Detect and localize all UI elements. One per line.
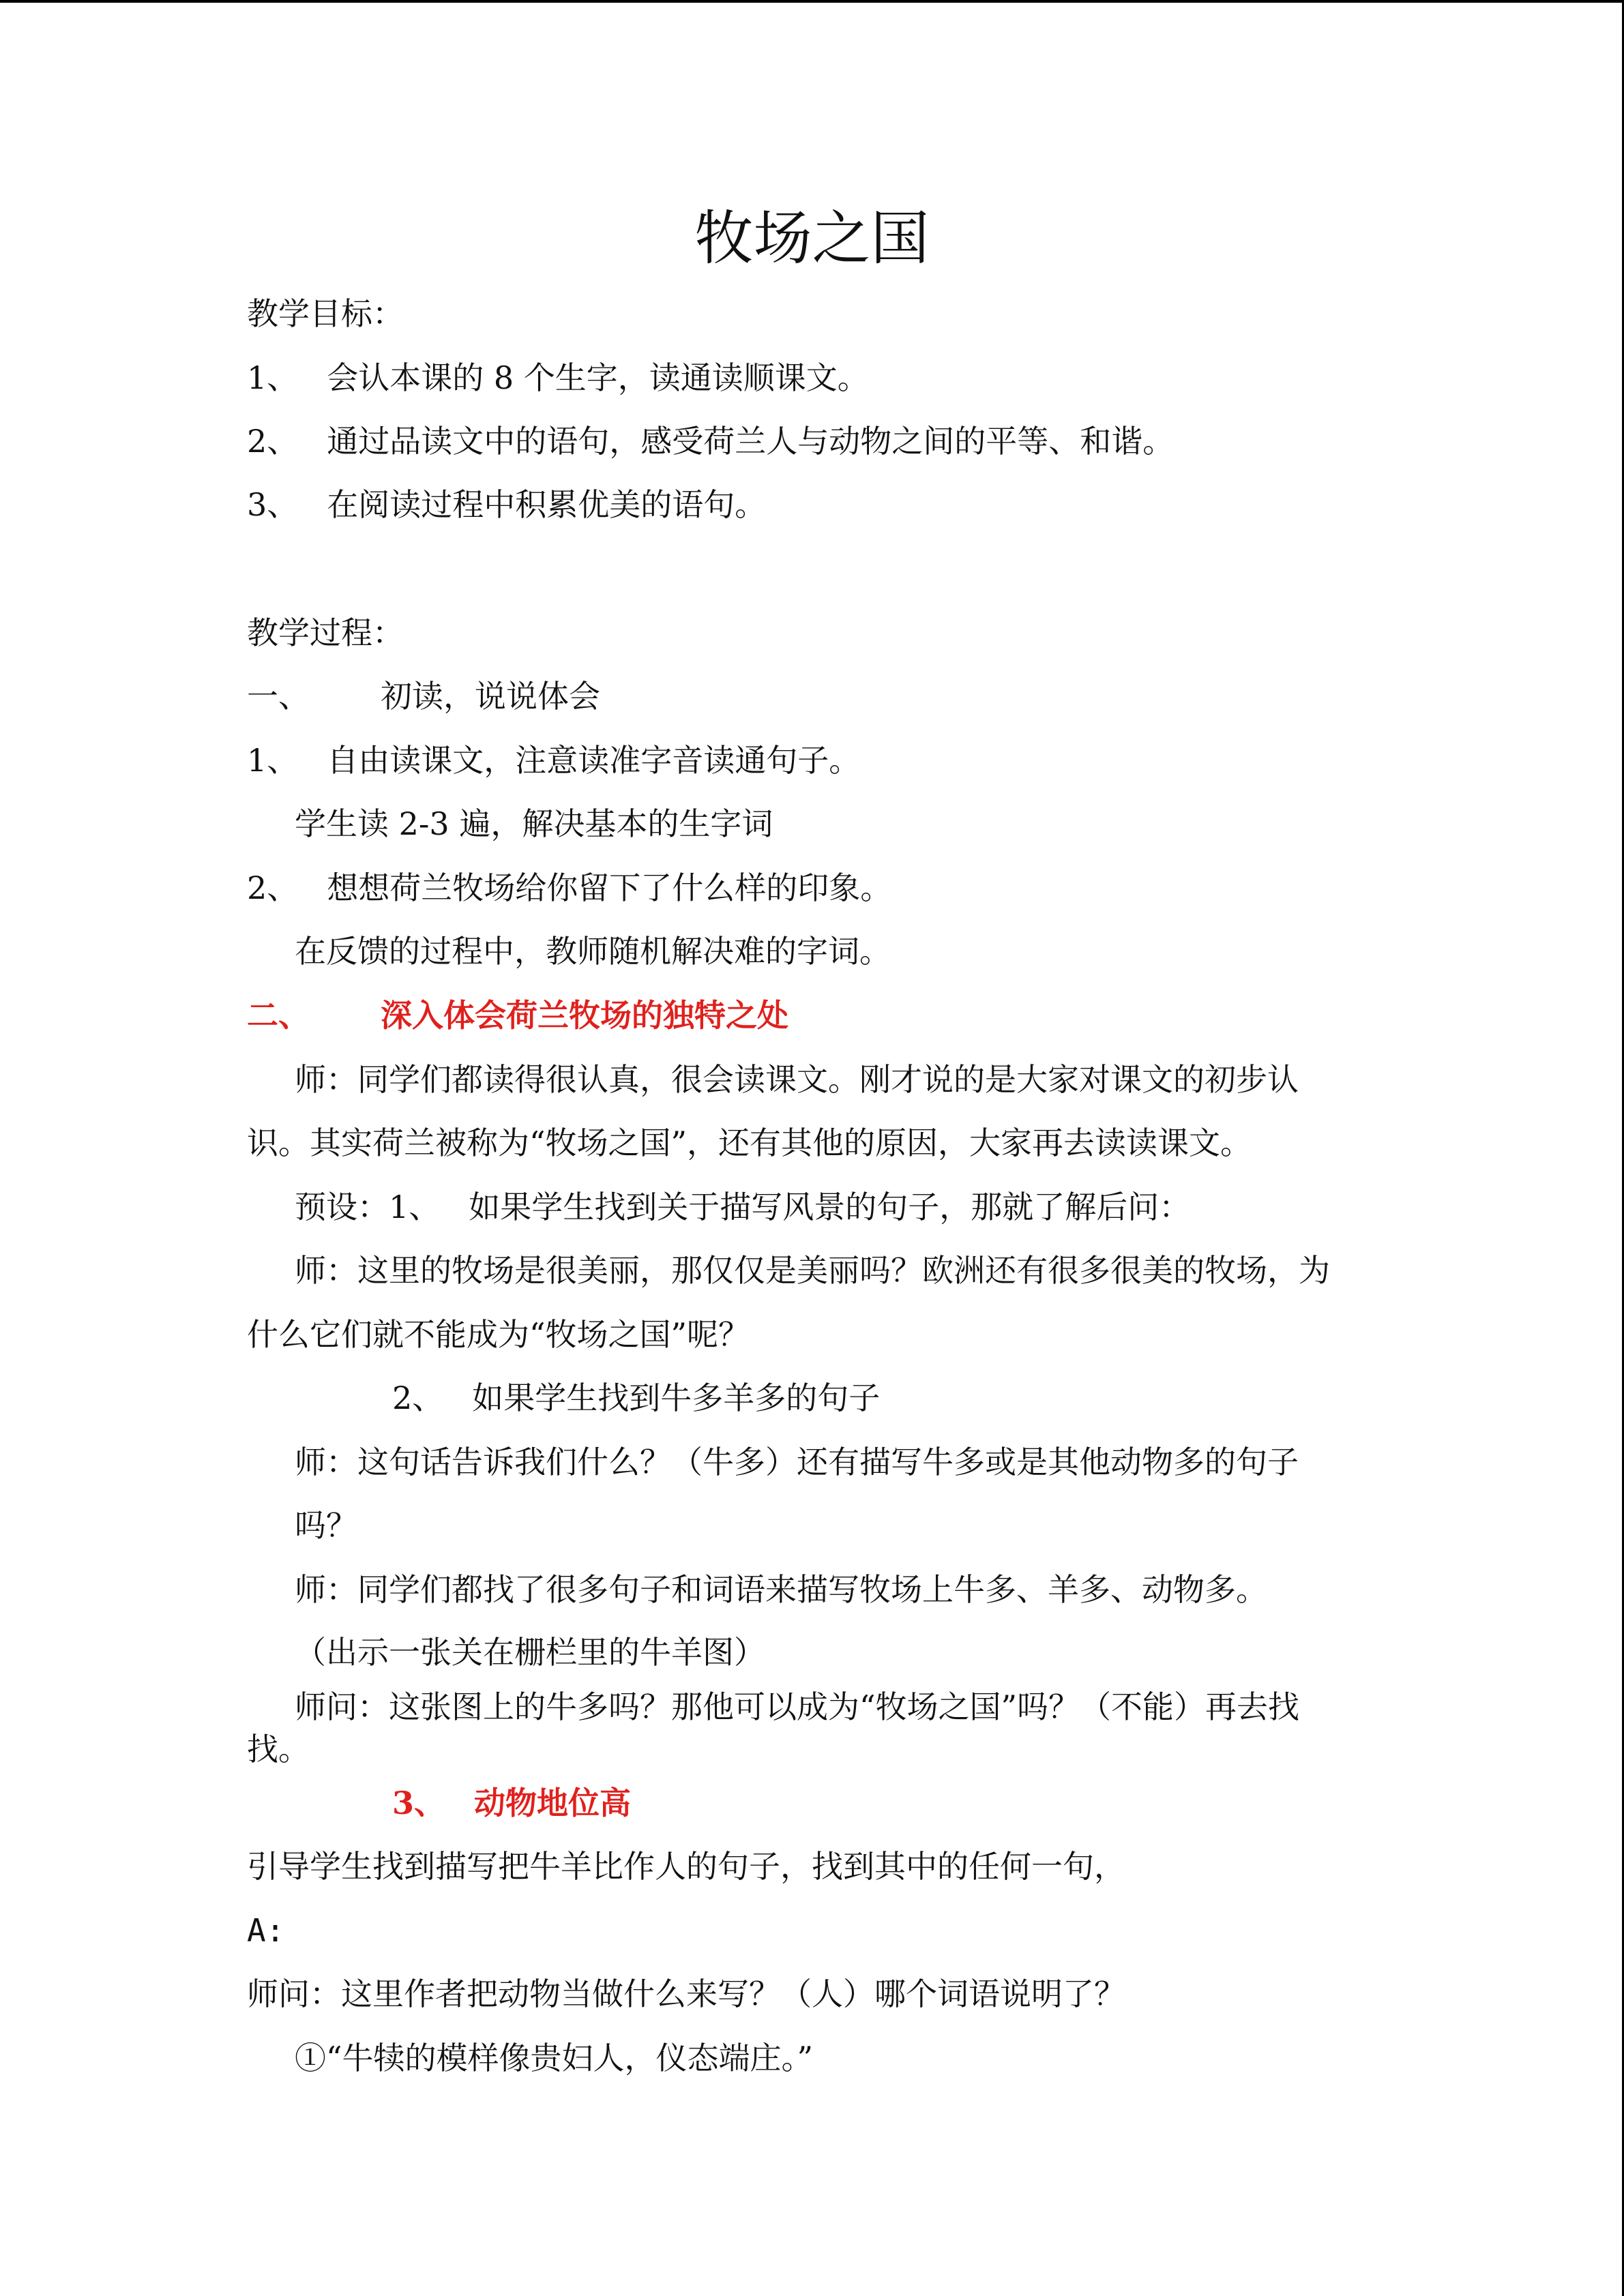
paragraph-4: 师：同学们都找了很多句子和词语来描写牧场上牛多、羊多、动物多。 xyxy=(295,1571,1267,1608)
paragraph-6-line-2: 找。 xyxy=(247,1731,310,1768)
section-2-heading: 二、 深入体会荷兰牧场的独特之处 xyxy=(247,997,788,1034)
section-1-heading: 一、 初读，说说体会 xyxy=(247,678,600,715)
paragraph-1-line-1: 师：同学们都读得很认真，很会读课文。刚才说的是大家对课文的初步认 xyxy=(295,1061,1299,1098)
paragraph-6-line-1: 师问：这张图上的牛多吗？那他可以成为“牧场之国”吗？（不能）再去找 xyxy=(295,1688,1300,1725)
objectives-heading: 教学目标： xyxy=(247,295,404,332)
objective-item-2 xyxy=(247,421,1174,462)
paragraph-7: 引导学生找到描写把牛羊比作人的句子，找到其中的任何一句， xyxy=(247,1848,1125,1885)
section-3-heading: 3、 动物地位高 xyxy=(392,1785,632,1821)
objective-text: 会认本课的 8 个生字，读通读顺课文。 xyxy=(327,359,869,396)
objective-text: 在阅读过程中积累优美的语句。 xyxy=(327,486,767,523)
paragraph-2-line-2: 什么它们就不能成为“牧场之国”呢？ xyxy=(247,1316,750,1353)
preset-2: 2、 如果学生找到牛多羊多的句子 xyxy=(392,1380,881,1416)
label-a: A: xyxy=(247,1912,285,1949)
quote-1: ①“牛犊的模样像贵妇人，仪态端庄。” xyxy=(295,2040,814,2076)
paragraph-3-line-2: 吗？ xyxy=(295,1507,357,1544)
list-number: 3、 xyxy=(247,486,299,523)
section-1-item-2: 2、 想想荷兰牧场给你留下了什么样的印象。 xyxy=(247,869,892,906)
preset-1: 预设：1、 如果学生找到关于描写风景的句子，那就了解后问： xyxy=(295,1189,1191,1225)
objective-item-1 xyxy=(247,357,869,398)
list-number: 1、 xyxy=(247,359,299,396)
paragraph-3-line-1: 师：这句话告诉我们什么？（牛多）还有描写牛多或是其他动物多的句子 xyxy=(295,1444,1299,1480)
paragraph-2-line-1: 师：这里的牧场是很美丽，那仅仅是美丽吗？欧洲还有很多很美的牧场，为 xyxy=(295,1252,1330,1289)
list-number: 2、 xyxy=(247,423,299,460)
paragraph-8: 师问：这里作者把动物当做什么来写？（人）哪个词语说明了？ xyxy=(247,1976,1125,2012)
process-heading: 教学过程： xyxy=(247,614,404,651)
paragraph-1-line-2: 识。其实荷兰被称为“牧场之国”，还有其他的原因，大家再去读读课文。 xyxy=(247,1124,1252,1161)
objective-item-3 xyxy=(247,484,766,525)
section-1-item-1: 1、 自由读课文，注意读准字音读通句子。 xyxy=(247,742,861,779)
section-1-item-2-note: 在反馈的过程中，教师随机解决难的字词。 xyxy=(295,933,891,970)
page-border-top xyxy=(0,0,1624,3)
objective-text: 通过品读文中的语句，感受荷兰人与动物之间的平等、和谐。 xyxy=(327,423,1175,460)
section-1-item-1-note: 学生读 2-3 遍，解决基本的生字词 xyxy=(295,805,773,842)
paragraph-5: （出示一张关在栅栏里的牛羊图） xyxy=(295,1634,765,1671)
page-title: 牧场之国 xyxy=(694,205,930,273)
